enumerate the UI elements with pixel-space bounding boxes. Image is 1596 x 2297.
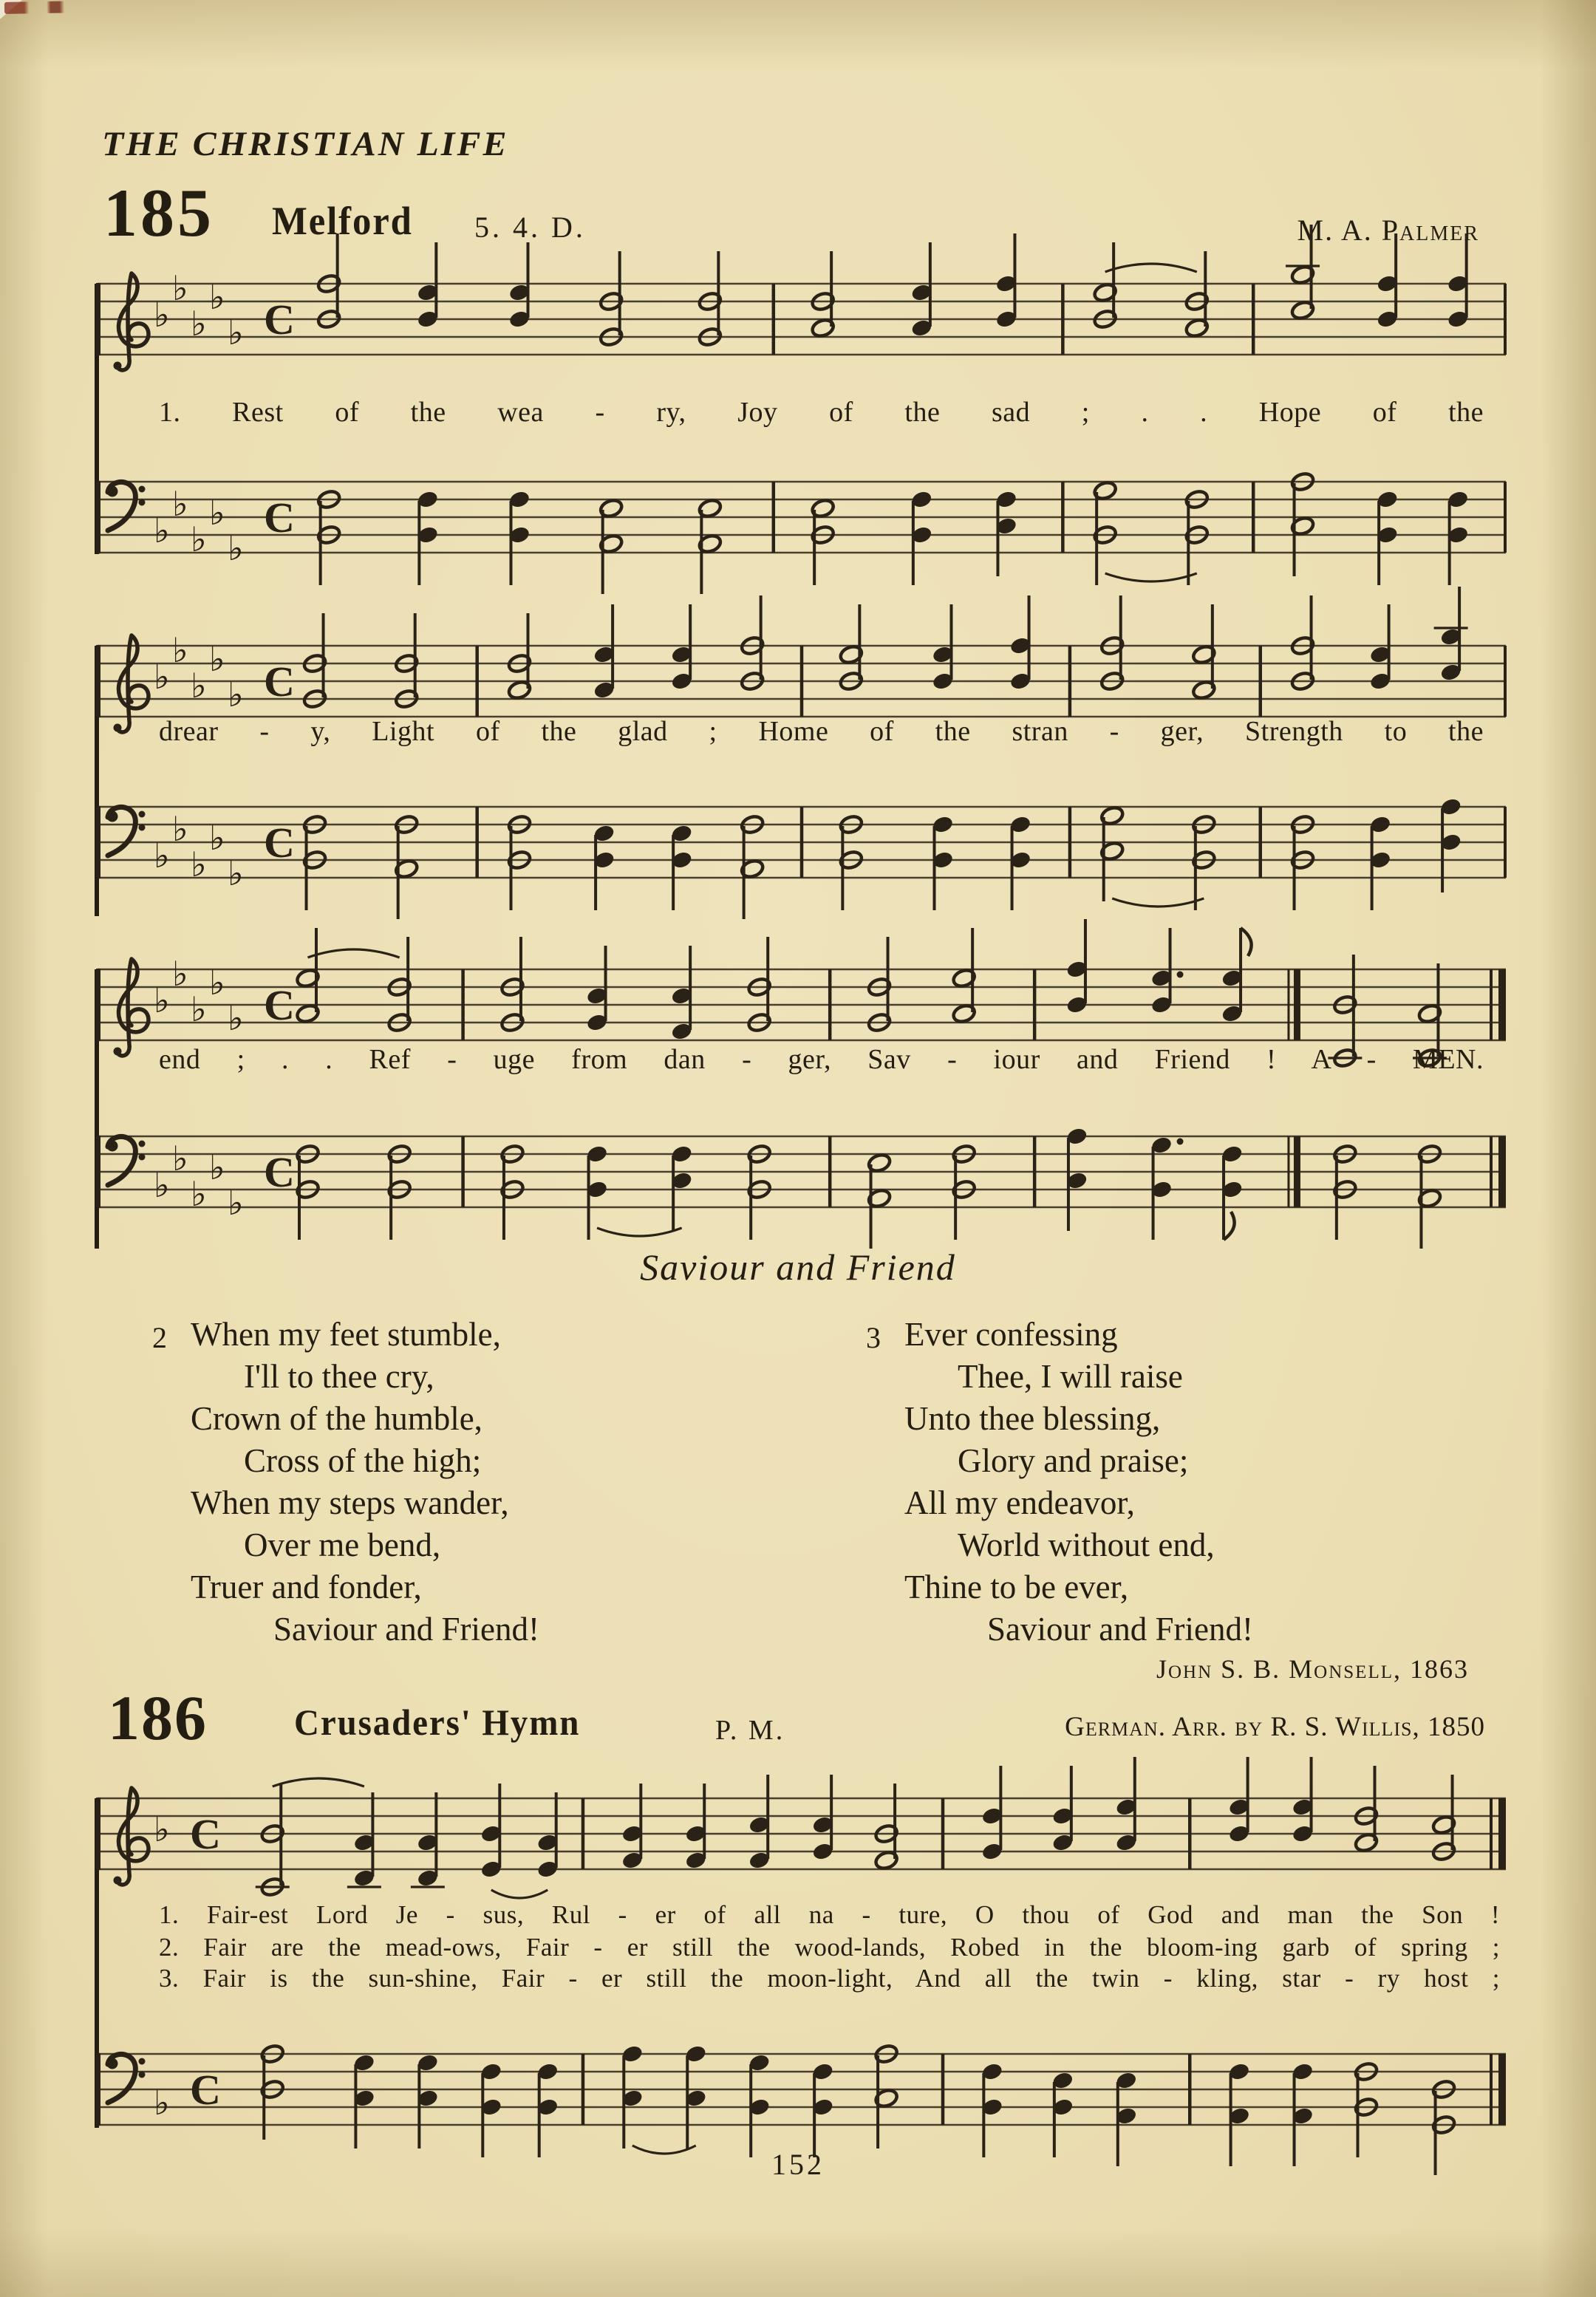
svg-text:♭: ♭ xyxy=(228,1183,244,1223)
svg-text:♭: ♭ xyxy=(228,528,244,568)
verse-line: Ever confessing xyxy=(904,1316,1118,1353)
svg-text:♭: ♭ xyxy=(172,268,188,308)
hymn-186-lyric-line-2: 2. Fair are the mead-ows, Fair - er still the wood-lands, Robed in the bloom-ing garb of spring ; xyxy=(159,1933,1500,1962)
verse-line: When my steps wander, xyxy=(191,1484,509,1521)
verse-line: Unto thee blessing, xyxy=(904,1400,1161,1437)
verse-line: When my feet stumble, xyxy=(191,1316,501,1353)
svg-text:♭: ♭ xyxy=(228,998,244,1038)
svg-text:♭: ♭ xyxy=(191,519,207,559)
svg-text:♭: ♭ xyxy=(154,836,170,876)
svg-text:♭: ♭ xyxy=(154,511,170,550)
hymn-185-lyric-line-3: end ; . . Ref - uge from dan - ger, Sav - iour and Friend ! A - MEN. xyxy=(159,1044,1484,1075)
verse-line: Thine to be ever, xyxy=(904,1569,1129,1605)
verse-line: Crown of the humble, xyxy=(191,1400,482,1437)
verse-line: Over me bend, xyxy=(244,1526,441,1563)
svg-text:♭: ♭ xyxy=(209,493,225,533)
verse-line: World without end, xyxy=(958,1526,1215,1563)
svg-text:♭: ♭ xyxy=(191,1174,207,1214)
svg-text:♭: ♭ xyxy=(172,484,188,524)
verse-line: Glory and praise; xyxy=(958,1442,1189,1479)
hymn-185-composer: M. A. Palmer xyxy=(1297,214,1479,247)
svg-text:♭: ♭ xyxy=(154,1165,170,1205)
verse-line: Cross of the high; xyxy=(244,1442,482,1479)
svg-text:♭: ♭ xyxy=(191,304,207,344)
svg-text:♭: ♭ xyxy=(172,954,188,994)
svg-text:♭: ♭ xyxy=(191,666,207,706)
verse-3-number: 3 xyxy=(866,1321,881,1354)
hymn-185-subtitle: Saviour and Friend xyxy=(640,1246,956,1288)
hymn-185-lyric-line-1: 1. Rest of the wea - ry, Joy of the sad ; . . Hope of the xyxy=(159,397,1484,428)
svg-text:♭: ♭ xyxy=(209,1147,225,1187)
svg-text:C: C xyxy=(190,1810,221,1858)
svg-text:♭: ♭ xyxy=(154,295,170,335)
hymn-186-lyric-line-3: 3. Fair is the sun-shine, Fair - er still the moon-light, And all the twin - kling, star - ry host ; xyxy=(159,1964,1500,1993)
hymn-186-treble-staff xyxy=(96,1757,1507,1912)
hymn-186-number: 186 xyxy=(108,1682,208,1753)
svg-text:♭: ♭ xyxy=(209,818,225,858)
hymn-186-meter: P. M. xyxy=(715,1715,785,1746)
svg-text:♭: ♭ xyxy=(209,277,225,317)
svg-text:♭: ♭ xyxy=(154,980,170,1020)
hymn-185-bass-staff-3 xyxy=(96,1095,1507,1250)
section-title: THE CHRISTIAN LIFE xyxy=(102,125,509,163)
svg-text:C: C xyxy=(264,296,295,344)
verse-2-number: 2 xyxy=(152,1321,167,1354)
svg-text:C: C xyxy=(190,2066,221,2114)
svg-text:C: C xyxy=(264,819,295,867)
svg-text:♭: ♭ xyxy=(154,657,170,697)
svg-text:♭: ♭ xyxy=(209,963,225,1003)
hymn-185-lyric-line-2: drear - y, Light of the glad ; Home of the stran - ger, Strength to the xyxy=(159,716,1484,747)
scan-artifact-red-mark xyxy=(4,1,81,14)
svg-text:♭: ♭ xyxy=(154,2083,170,2123)
svg-text:C: C xyxy=(264,494,295,542)
hymn-185-bass-staff-2 xyxy=(96,765,1507,921)
svg-text:♭: ♭ xyxy=(172,809,188,849)
svg-text:♭: ♭ xyxy=(172,1139,188,1178)
verse-line: Saviour and Friend! xyxy=(987,1611,1253,1648)
verse-2 xyxy=(152,1314,752,1651)
hymn-185-bass-staff-1 xyxy=(96,440,1507,595)
svg-text:♭: ♭ xyxy=(154,1809,170,1849)
hymn-186-tune-name: Crusaders' Hymn xyxy=(294,1702,581,1743)
page-number: 152 xyxy=(771,2148,825,2181)
hymn-185-treble-staff-1 xyxy=(96,242,1507,397)
svg-text:C: C xyxy=(264,981,295,1029)
svg-text:♭: ♭ xyxy=(191,989,207,1029)
verse-line: Thee, I will raise xyxy=(958,1358,1183,1395)
hymn-185-tune-name: Melford xyxy=(272,199,413,243)
svg-text:♭: ♭ xyxy=(191,844,207,884)
svg-text:C: C xyxy=(264,658,295,706)
verse-line: I'll to thee cry, xyxy=(244,1358,434,1395)
hymn-185-attribution: John S. B. Monsell, 1863 xyxy=(1156,1654,1469,1684)
verse-line: Truer and fonder, xyxy=(191,1569,422,1605)
svg-text:♭: ♭ xyxy=(172,630,188,670)
verse-line: All my endeavor, xyxy=(904,1484,1135,1521)
verse-line: Saviour and Friend! xyxy=(273,1611,539,1648)
svg-text:♭: ♭ xyxy=(209,639,225,679)
hymn-185-meter: 5. 4. D. xyxy=(474,211,586,244)
hymn-186-credit: German. Arr. by R. S. Willis, 1850 xyxy=(1065,1712,1485,1742)
hymn-185-number: 185 xyxy=(103,175,214,250)
svg-text:♭: ♭ xyxy=(228,853,244,893)
svg-text:C: C xyxy=(264,1148,295,1196)
svg-text:♭: ♭ xyxy=(228,313,244,352)
hymn-186-lyric-line-1: 1. Fair-est Lord Je - sus, Rul - er of all na - ture, O thou of God and man the Son ! xyxy=(159,1900,1500,1929)
hymn-186-bass-staff xyxy=(96,2013,1507,2168)
svg-text:♭: ♭ xyxy=(228,675,244,714)
verse-3 xyxy=(866,1314,1466,1651)
